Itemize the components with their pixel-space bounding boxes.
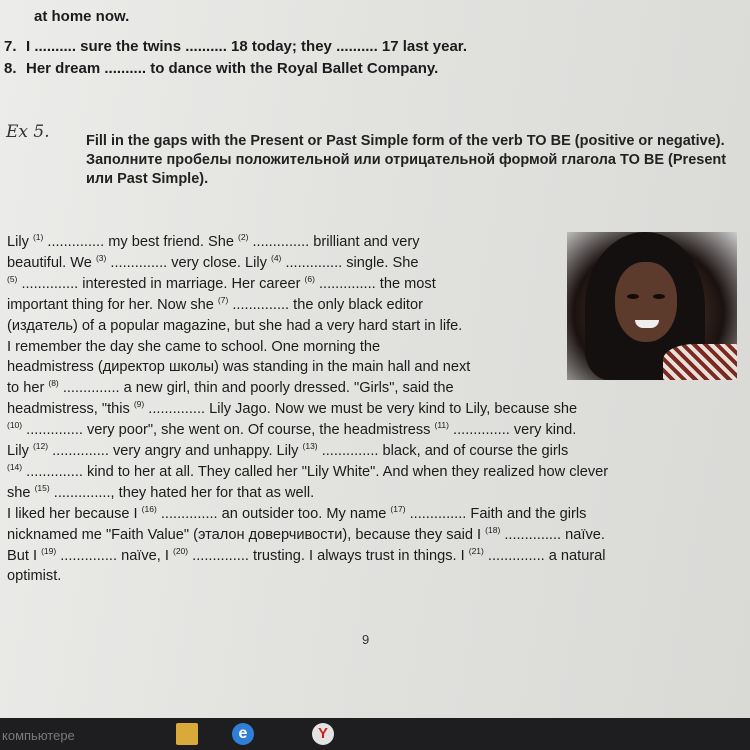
- passage-text: .............. kind to her at all. They called her "Lily White". And when they realized how clever: [22, 463, 609, 480]
- passage-text: .............. naïve.: [500, 526, 605, 543]
- page-number: 9: [362, 632, 370, 647]
- passage-line: [7, 443, 568, 459]
- folder-icon[interactable]: [176, 723, 198, 745]
- taskbar: [0, 718, 750, 750]
- passage-line: [7, 380, 454, 396]
- exercise-label: Ex 5.: [6, 122, 50, 142]
- gap-number: (2): [238, 232, 249, 242]
- passage-text: I remember the day she came to school. One morning the: [7, 338, 381, 355]
- gap-number: (1): [32, 232, 44, 242]
- gap-number: (10): [7, 420, 23, 431]
- passage-line: [7, 482, 315, 501]
- instruction-russian: Заполните пробелы положительной или отрицательной формой глагола TO BE (Present или Past Simple).: [86, 152, 727, 187]
- item-text: I .......... sure the twins .......... 18 today; they .......... 17 last year.: [26, 38, 467, 55]
- exercise-line: [4, 38, 467, 55]
- item-number: 7.: [4, 38, 17, 55]
- passage-line: [7, 422, 576, 438]
- passage-text: .............., they hated her for that as well.: [49, 484, 315, 501]
- gap-number: (16): [141, 503, 157, 514]
- passage-text: .............. the most: [314, 275, 436, 292]
- edge-browser-icon[interactable]: e: [232, 723, 254, 745]
- passage-line: [7, 359, 470, 375]
- passage-text: .............. a natural: [483, 547, 606, 564]
- gap-number: (3): [95, 252, 107, 263]
- passage-text: Lily: [7, 234, 33, 250]
- passage-line: [7, 503, 587, 522]
- gap-number: (21): [468, 545, 484, 556]
- item-number: 8.: [4, 60, 17, 77]
- lily-photo: [567, 232, 737, 380]
- passage-text: headmistress, "this: [7, 401, 134, 418]
- passage-text: I liked her because I: [7, 505, 142, 522]
- gap-number: (13): [302, 441, 318, 451]
- passage-text: headmistress (директор школы) was standing in the main hall and next: [7, 359, 471, 376]
- passage-line: [7, 234, 420, 250]
- passage-text: But I: [7, 547, 42, 564]
- passage-text: she: [7, 484, 35, 501]
- instruction-english: Fill in the gaps with the Present or Past Simple form of the verb TO BE (positive or negative).: [86, 133, 725, 149]
- passage-text: .............. Lily Jago. Now we must be very kind to Lily, because she: [144, 401, 578, 418]
- passage-line: [7, 401, 577, 417]
- passage-text: .............. naïve, I: [56, 547, 173, 564]
- gap-number: (9): [133, 399, 145, 410]
- passage-text: optimist.: [7, 568, 62, 585]
- passage-line: [7, 273, 436, 292]
- passage-line: [7, 339, 380, 355]
- gap-number: (5): [7, 273, 18, 284]
- gap-number: (19): [41, 545, 57, 556]
- passage-text: Lily: [7, 443, 33, 459]
- gap-number: (8): [48, 378, 59, 389]
- passage-text: .............. very close. Lily: [106, 254, 271, 271]
- passage-text: important thing for her. Now she: [7, 296, 218, 313]
- passage-line: [7, 545, 606, 564]
- passage-line: [7, 252, 419, 271]
- gap-number: (6): [304, 273, 315, 284]
- passage-text: .............. very poor", she went on. Of course, the headmistress: [22, 422, 435, 439]
- gap-number: (7): [217, 294, 229, 305]
- passage-line: [7, 294, 423, 313]
- gap-number: (20): [173, 545, 189, 556]
- passage-line: [7, 568, 61, 584]
- gap-number: (11): [434, 420, 449, 431]
- passage-text: .............. my best friend. She: [43, 234, 239, 250]
- passage-line: [7, 461, 609, 480]
- exercise-instruction: [86, 132, 746, 189]
- passage-text: .............. single. She: [281, 254, 419, 271]
- passage-text: .............. the only black editor: [228, 296, 423, 313]
- passage-text: nicknamed me "Faith Value" (эталон доверчивости), because they said I: [7, 526, 486, 543]
- passage-text: .............. black, and of course the girls: [317, 443, 569, 459]
- item-text: Her dream .......... to dance with the Royal Ballet Company.: [26, 60, 439, 77]
- gap-number: (17): [390, 503, 406, 514]
- gap-number: (15): [34, 482, 50, 493]
- yandex-browser-icon[interactable]: Y: [312, 723, 334, 745]
- passage-text: .............. an outsider too. My name: [156, 505, 391, 522]
- passage-text: beautiful. We: [7, 254, 96, 271]
- passage-text: .............. very angry and unhappy. Lily: [48, 443, 303, 459]
- item-text: at home now.: [34, 8, 130, 25]
- exercise-line: [34, 8, 129, 25]
- taskbar-text: компьютере: [2, 728, 75, 743]
- exercise-line: [4, 60, 438, 77]
- passage-text: .............. brilliant and very: [248, 234, 420, 250]
- passage-text: .............. interested in marriage. Her career: [17, 275, 305, 292]
- passage-line: [7, 318, 462, 334]
- passage-text: .............. Faith and the girls: [405, 505, 587, 522]
- passage-text: .............. a new girl, thin and poorly dressed. "Girls", said the: [58, 380, 454, 397]
- gap-number: (14): [7, 461, 23, 472]
- passage-text: (издатель) of a popular magazine, but she had a very hard start in life.: [7, 317, 463, 334]
- gap-number: (4): [271, 252, 282, 263]
- passage-text: .............. very kind.: [448, 422, 577, 439]
- gap-number: (12): [32, 441, 49, 451]
- gap-number: (18): [485, 524, 501, 535]
- passage-line: [7, 524, 605, 543]
- passage-text: .............. trusting. I always trust in things. I: [188, 547, 469, 564]
- passage-text: to her: [7, 380, 49, 397]
